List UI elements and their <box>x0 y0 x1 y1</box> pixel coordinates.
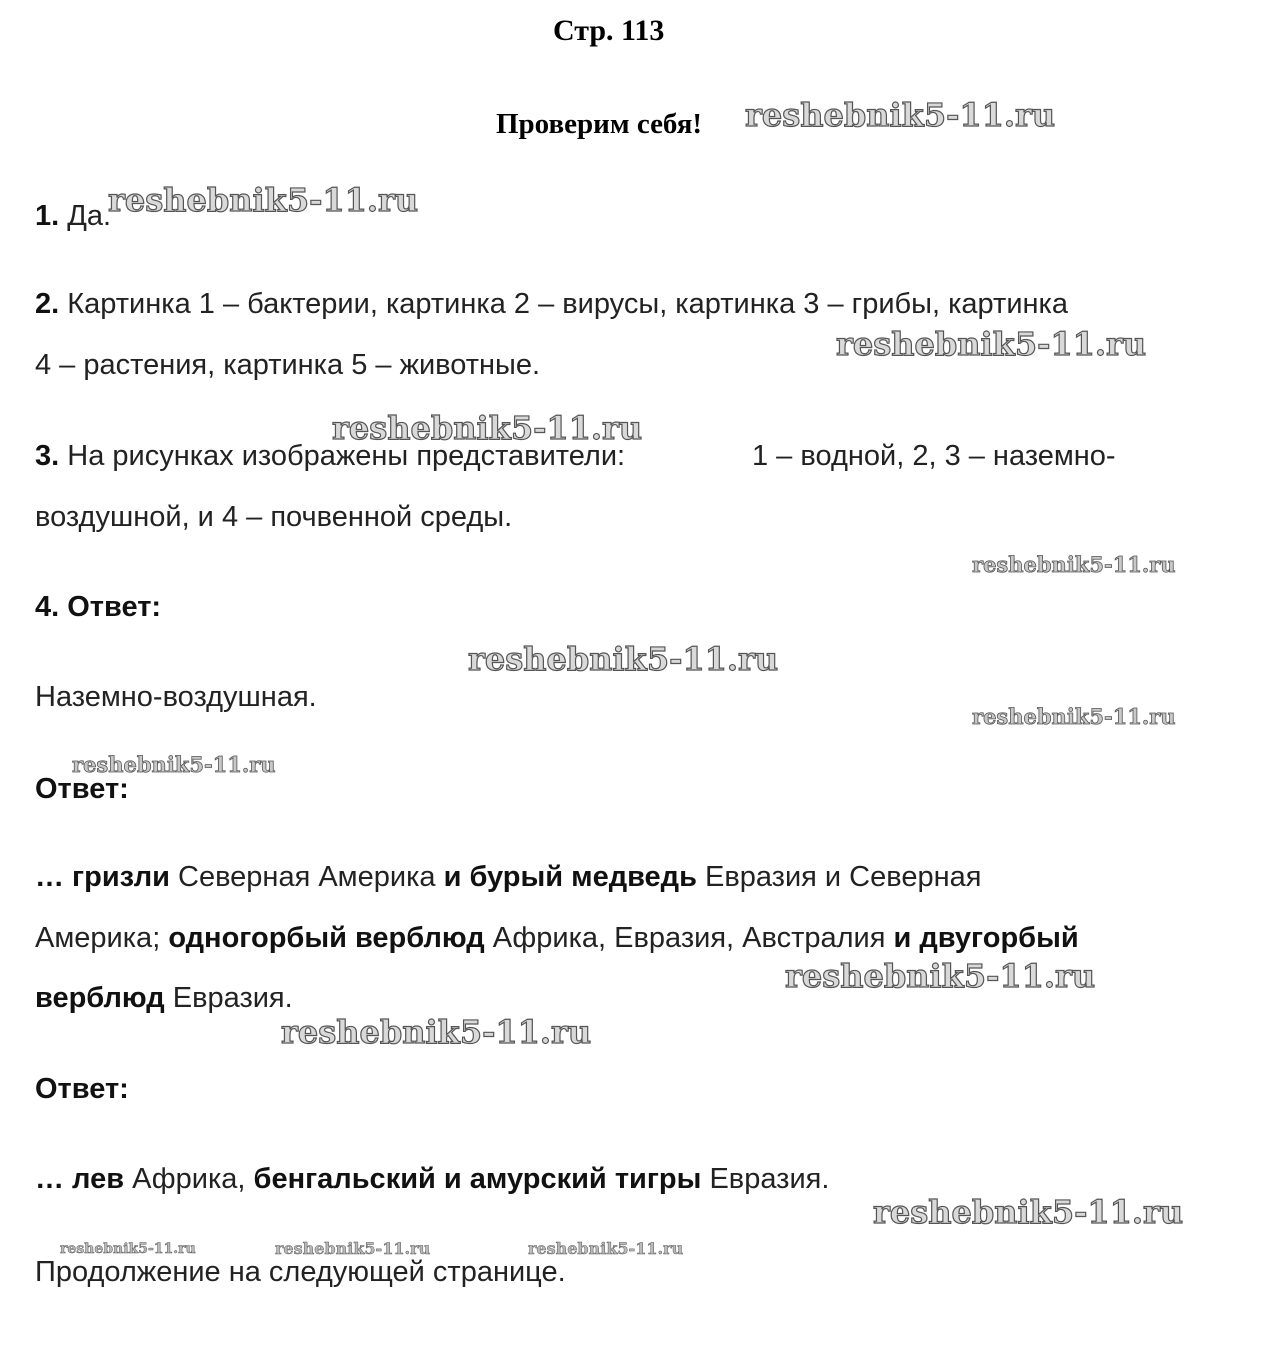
svg-text:reshebnik5-11.ru: reshebnik5-11.ru <box>275 1239 431 1258</box>
answer-3-line-1 <box>35 1161 829 1197</box>
answer-2-text-4: Африка, Евразия, Австралия <box>484 922 894 954</box>
svg-text:reshebnik5-11.ru: reshebnik5-11.ru <box>60 1241 196 1257</box>
svg-text:reshebnik5-11.ru: reshebnik5-11.ru <box>108 181 419 219</box>
answer-2-heading: Ответ: <box>35 773 129 805</box>
question-2-number: 2. <box>35 288 60 320</box>
answer-2-text-1: Северная Америка <box>169 861 444 893</box>
answer-2-text-3: Америка; <box>35 922 169 954</box>
question-1-number: 1. <box>35 200 60 232</box>
watermark-2 <box>108 181 428 221</box>
svg-text:reshebnik5-11.ru: reshebnik5-11.ru <box>873 1193 1184 1231</box>
page-header: Стр. 113 <box>553 14 665 47</box>
svg-text:reshebnik5-11.ru: reshebnik5-11.ru <box>972 552 1176 577</box>
answer-3-heading: Ответ: <box>35 1073 129 1105</box>
question-3-text: На рисунках изображены представители: <box>59 440 626 472</box>
svg-text:reshebnik5-11.ru: reshebnik5-11.ru <box>332 409 643 447</box>
watermark-5 <box>972 553 1192 579</box>
watermark-7 <box>972 705 1192 731</box>
continued-note: Продолжение на следующей странице. <box>35 1256 566 1288</box>
answer-2-bactrian: и двугорбый <box>893 922 1079 954</box>
answer-3-text-1: Африка, <box>124 1163 254 1195</box>
watermark-10 <box>281 1013 601 1053</box>
answer-2-line-1 <box>35 859 981 895</box>
question-3-line-1 <box>35 438 625 474</box>
question-3-line-2: воздушной, и 4 – почвенной среды. <box>35 501 513 533</box>
question-2-text: Картинка 1 – бактерии, картинка 2 – вирусы, картинка 3 – грибы, картинка <box>59 288 1068 320</box>
answer-2-camel: верблюд <box>35 982 165 1014</box>
answer-2-line-3 <box>35 980 293 1016</box>
question-1 <box>35 198 111 234</box>
watermark-9 <box>785 957 1105 997</box>
answer-2-brown-bear: и бурый медведь <box>443 861 697 893</box>
svg-text:reshebnik5-11.ru: reshebnik5-11.ru <box>281 1013 592 1051</box>
answer-3-tigers: бенгальский и амурский тигры <box>253 1163 702 1195</box>
section-title: Проверим себя! <box>496 108 703 140</box>
answer-2-line-2 <box>35 920 1079 956</box>
svg-text:reshebnik5-11.ru: reshebnik5-11.ru <box>72 752 276 777</box>
question-2-line-2: 4 – растения, картинка 5 – животные. <box>35 349 541 381</box>
svg-text:reshebnik5-11.ru: reshebnik5-11.ru <box>836 325 1147 363</box>
svg-text:reshebnik5-11.ru: reshebnik5-11.ru <box>785 957 1096 995</box>
question-4-heading: 4. Ответ: <box>35 591 162 623</box>
question-1-text: Да. <box>59 200 112 232</box>
answer-2-grizzly: … гризли <box>35 861 170 893</box>
watermark-11 <box>873 1193 1193 1233</box>
svg-text:reshebnik5-11.ru: reshebnik5-11.ru <box>468 640 779 678</box>
answer-2-dromedary: одногорбый верблюд <box>168 922 485 954</box>
watermark-6 <box>468 640 788 680</box>
question-2-line-1 <box>35 286 1068 322</box>
answer-2-text-2: Евразия и Северная <box>696 861 982 893</box>
answer-3-lion: … лев <box>35 1163 125 1195</box>
question-3-number: 3. <box>35 440 60 472</box>
question-4-answer: Наземно-воздушная. <box>35 681 317 713</box>
watermark-1 <box>745 96 1065 136</box>
question-3-line-1-continued: 1 – водной, 2, 3 – наземно- <box>752 440 1116 472</box>
svg-text:reshebnik5-11.ru: reshebnik5-11.ru <box>528 1239 684 1258</box>
svg-text:reshebnik5-11.ru: reshebnik5-11.ru <box>972 704 1176 729</box>
answer-3-text-2: Евразия. <box>701 1163 830 1195</box>
svg-text:reshebnik5-11.ru: reshebnik5-11.ru <box>745 96 1056 134</box>
answer-2-text-5: Евразия. <box>164 982 293 1014</box>
watermark-3 <box>836 325 1156 365</box>
